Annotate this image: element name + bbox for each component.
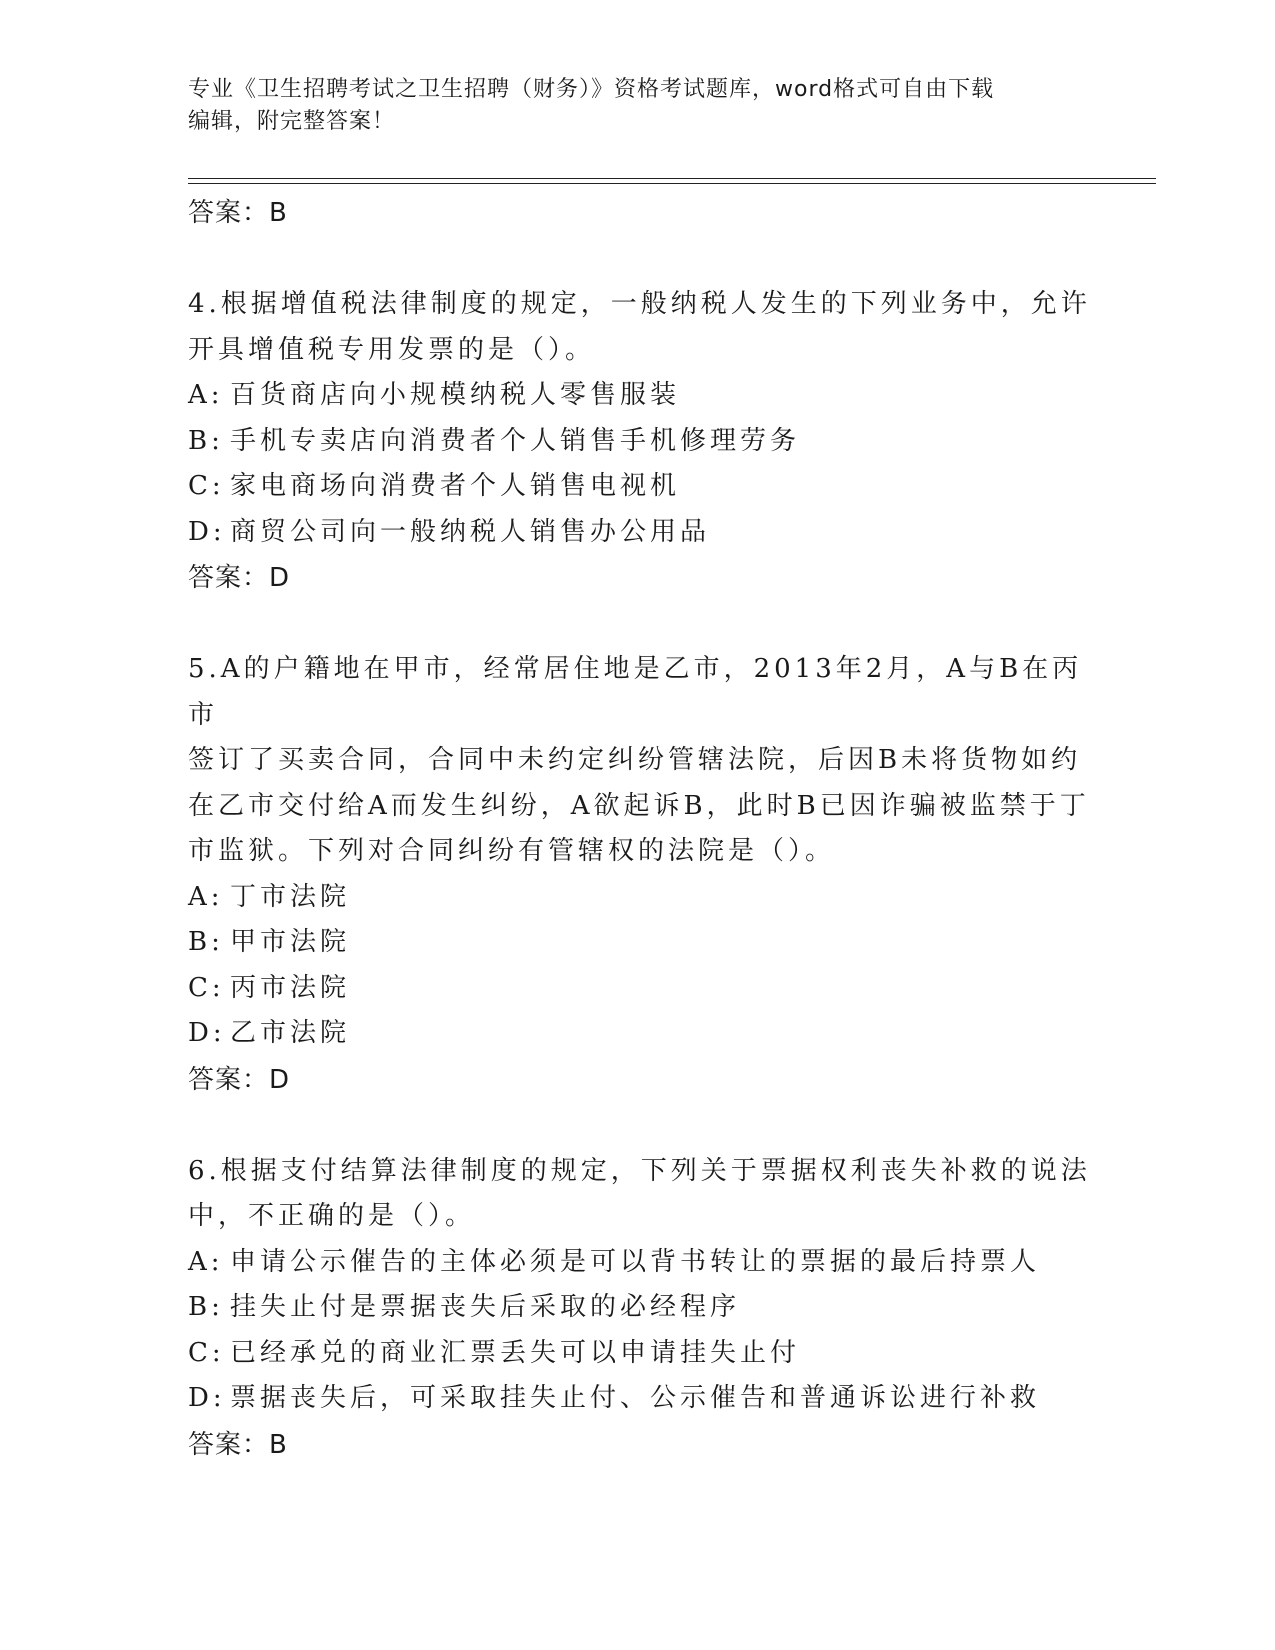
- option-a: [188, 875, 1108, 921]
- option-a: [188, 1240, 1108, 1286]
- option-d: [188, 1011, 1108, 1057]
- option-text: 丁市法院: [230, 881, 351, 912]
- question-text-line: 中，不正确的是（）。: [188, 1201, 476, 1231]
- option-letter: B:: [188, 425, 224, 456]
- header-line-2: 编辑，附完整答案！: [188, 109, 396, 134]
- option-text: 百货商店向小规模纳税人零售服装: [230, 380, 681, 410]
- option-letter: D:: [188, 516, 226, 547]
- option-d: [188, 510, 1108, 556]
- question-text-line: 在乙市交付给A而发生纠纷，A欲起诉B，此时B已因诈骗被监禁于丁: [188, 790, 1090, 821]
- option-letter: D:: [188, 1018, 226, 1048]
- header-rule-top: [188, 178, 1156, 179]
- option-b: [188, 419, 1108, 465]
- option-letter: A:: [188, 1246, 224, 1277]
- option-text: 票据丧失后，可采取挂失止付、公示催告和普通诉讼进行补救: [230, 1383, 1041, 1413]
- question-text-line: 签订了买卖合同，合同中未约定纠纷管辖法院，后因B未将货物如约: [188, 745, 1082, 775]
- answer-previous: 答案：B: [188, 198, 288, 228]
- option-text: 已经承兑的商业汇票丢失可以申请挂失止付: [230, 1337, 801, 1368]
- answer: 答案：B: [188, 1429, 288, 1460]
- option-text: 商贸公司向一般纳税人销售办公用品: [230, 516, 711, 547]
- document-body: [188, 190, 1108, 1468]
- option-letter: A:: [188, 881, 224, 912]
- question-6: [188, 1149, 1108, 1468]
- option-letter: A:: [188, 380, 224, 410]
- option-b: [188, 1285, 1108, 1331]
- option-c: [188, 464, 1108, 510]
- option-text: 乙市法院: [230, 1018, 351, 1048]
- option-letter: C:: [188, 972, 225, 1003]
- answer: 答案：D: [188, 1064, 291, 1095]
- option-letter: D:: [188, 1383, 226, 1413]
- question-text-line: 开具增值税专用发票的是（）。: [188, 334, 596, 365]
- option-c: [188, 966, 1108, 1012]
- option-text: 家电商场向消费者个人销售电视机: [230, 471, 681, 501]
- option-d: [188, 1376, 1108, 1422]
- option-letter: B:: [188, 1292, 224, 1322]
- question-text-line: 6.根据支付结算法律制度的规定，下列关于票据权利丧失补救的说法: [188, 1155, 1091, 1186]
- header-rule-bottom: [188, 183, 1156, 184]
- question-5: [188, 647, 1108, 1103]
- option-letter: C:: [188, 471, 225, 501]
- option-b: [188, 920, 1108, 966]
- question-4: [188, 282, 1108, 601]
- option-text: 挂失止付是票据丧失后采取的必经程序: [230, 1292, 741, 1322]
- option-letter: C:: [188, 1337, 225, 1368]
- page-header: [188, 74, 1088, 138]
- header-line-1: 专业《卫生招聘考试之卫生招聘（财务）》资格考试题库，word格式可自由下载: [188, 77, 995, 102]
- question-text-line: 5.A的户籍地在甲市，经常居住地是乙市，2013年2月，A与B在丙市: [188, 654, 1083, 730]
- option-text: 手机专卖店向消费者个人销售手机修理劳务: [230, 425, 801, 456]
- option-text: 丙市法院: [230, 972, 351, 1003]
- question-text-line: 4.根据增值税法律制度的规定，一般纳税人发生的下列业务中，允许: [188, 289, 1091, 319]
- answer: 答案：D: [188, 563, 291, 593]
- option-letter: B:: [188, 927, 224, 957]
- option-c: [188, 1331, 1108, 1377]
- question-text-line: 市监狱。下列对合同纠纷有管辖权的法院是（）。: [188, 836, 836, 866]
- option-text: 甲市法院: [230, 927, 351, 957]
- option-a: [188, 373, 1108, 419]
- option-text: 申请公示催告的主体必须是可以背书转让的票据的最后持票人: [230, 1246, 1041, 1277]
